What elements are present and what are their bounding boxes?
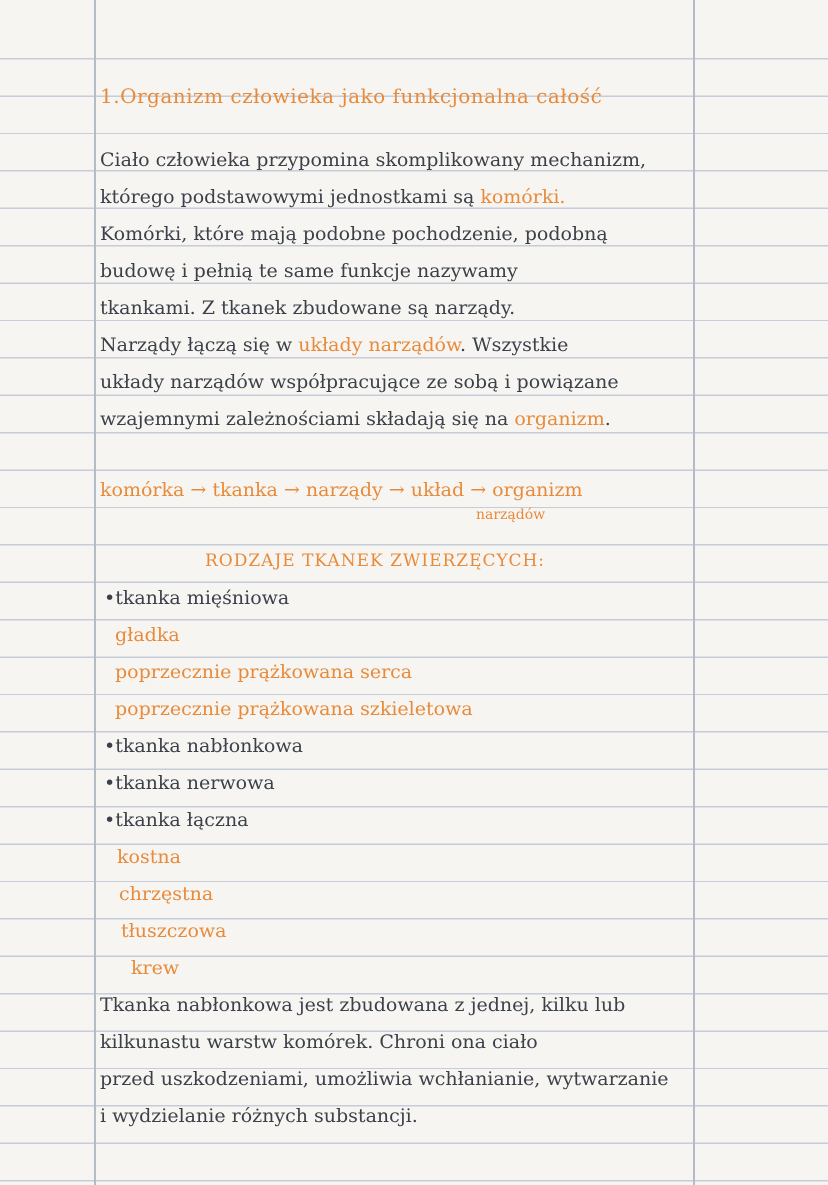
right-margin-line [693,0,695,1185]
intro-line-7: układy narządów współpracujące ze sobą i powiązane [100,371,619,393]
tissue-muscle-skeletal: poprzecznie prążkowana szkieletowa [115,698,473,720]
intro-line-2-text: którego podstawowymi jednostkami są [100,186,481,208]
intro-line-5: tkankami. Z tkanek zbudowane są narządy. [100,297,516,319]
term-organizm: organizm [514,408,605,430]
intro-line-1: Ciało człowieka przypomina skomplikowany mechanizm, [100,149,647,171]
closing-line-4: i wydzielanie różnych substancji. [100,1105,418,1127]
tissue-connective-bone: kostna [117,846,181,868]
hierarchy-flow-sub: narządów [476,507,546,523]
tissue-connective-blood: krew [131,957,180,979]
closing-line-2: kilkunastu warstw komórek. Chroni ona ciało [100,1031,538,1053]
closing-line-1: Tkanka nabłonkowa jest zbudowana z jednej, kilku lub [100,994,626,1016]
hierarchy-flow: komórka → tkanka → narządy → układ → organizm [100,479,583,501]
term-uklady-narzadow: układy narządów [298,334,461,356]
section-heading: RODZAJE TKANEK ZWIERZĘCYCH: [205,551,546,571]
intro-line-3: Komórki, które mają podobne pochodzenie, podobną [100,223,608,245]
tissue-muscle-cardiac: poprzecznie prążkowana serca [115,661,413,683]
tissue-connective-fat: tłuszczowa [121,920,227,942]
intro-line-6 [100,333,568,357]
tissue-nervous: •tkanka nerwowa [104,772,275,794]
tissue-muscle: •tkanka mięśniowa [104,587,290,609]
term-komorki: komórki. [480,186,566,208]
intro-line-8-text: wzajemnymi zależnościami składają się na [100,408,515,430]
intro-line-4: budowę i pełnią te same funkcje nazywamy [100,260,518,282]
left-margin-line [94,0,96,1185]
tissue-muscle-smooth: gładka [115,624,180,646]
closing-line-3: przed uszkodzeniami, umożliwia wchłanianie, wytwarzanie [100,1068,669,1090]
intro-line-8 [100,407,611,431]
page-title: 1.Organizm człowieka jako funkcjonalna całość [100,84,603,108]
tissue-connective: •tkanka łączna [104,809,249,831]
intro-line-6-text: Narządy łączą się w [100,334,299,356]
intro-line-2 [100,185,565,209]
intro-line-8-end: . [604,408,611,430]
tissue-connective-cartilage: chrzęstna [119,883,214,905]
intro-line-6-end: . Wszystkie [460,334,569,356]
tissue-epithelial: •tkanka nabłonkowa [104,735,303,757]
